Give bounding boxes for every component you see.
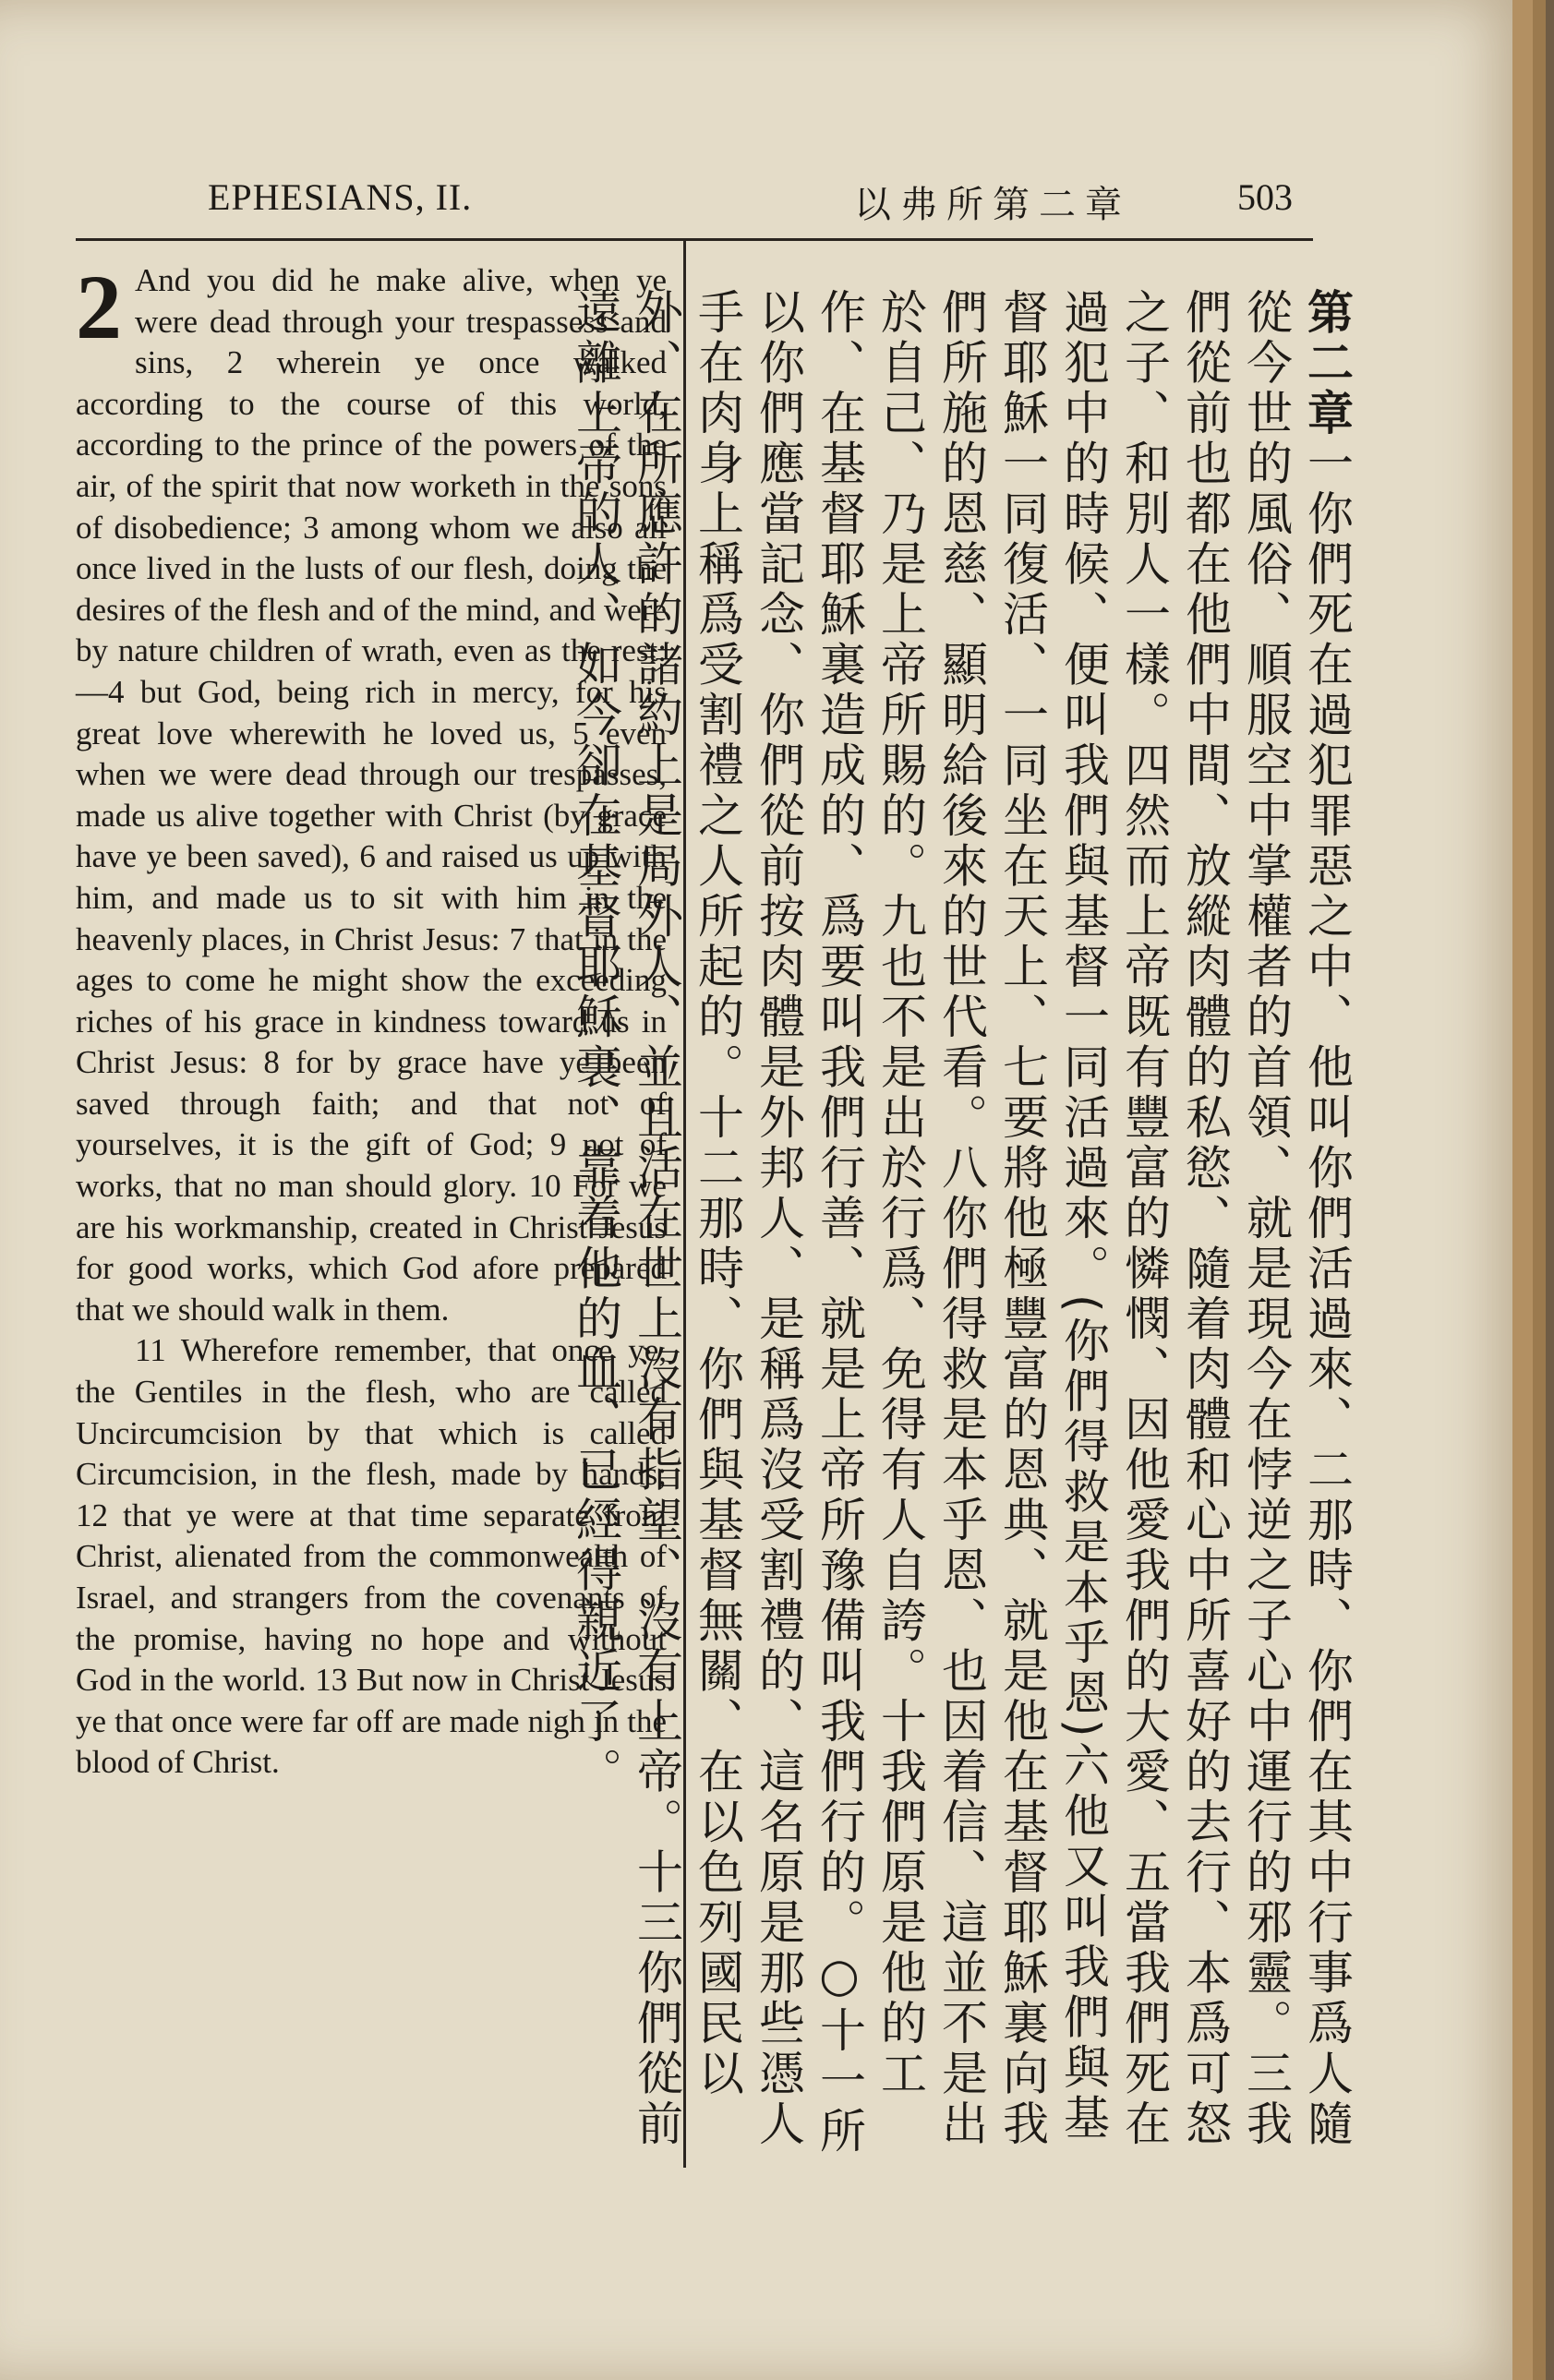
chapter-heading: 第二章 (1300, 288, 1354, 439)
running-head (0, 175, 1533, 231)
header-rule (76, 238, 1313, 241)
book-title-english: EPHESIANS, II. (208, 176, 473, 218)
chinese-text: 一你們死在過犯罪惡之中、他叫你們活過來、二那時、你們在其中行事爲人隨從今世的風俗、順服空中掌權者的首領、就是現今在悖逆之子心中運行的邪靈。三我們從前也都在他們中間、放縱肉體的私慾、隨着肉體和心中所喜好的去行、本爲可怒之子、和別人一樣。四然而上帝既有豐富的憐憫、因他愛我們的大愛、五當我們死在過犯中的時候、便叫我們與基督一同活過來。(你們得救是本乎恩)六他又叫我們與基督耶穌一同復活、一同坐在天上、七要將他極豐富的恩典、就是他在基督耶穌裏向我們所施的恩慈、顯明給後來的世代看。八你們得救是本乎恩、也因着信、這並不是出於自己、乃是上帝所賜的。九也不是出於行爲、免得有人自誇。十我們原是他的工作、在基督耶穌裏造成的、爲要叫我們行善、就是上帝所豫備叫我們行的。○十一所以你們應當記念、你們從前按肉體是外邦人、是稱爲沒受割禮的、這名原是那些憑人手在肉身上稱爲受割禮之人所起的。十二那時、你們與基督無關、在以色列國民以外、在所應許的諸約上是局外人、並且活在世上沒有指望、沒有上帝。十三你們從前遠離上帝的人、如今卻在基督耶穌裏、靠着他的血、已經得親近了。 (569, 288, 1354, 2158)
drop-cap: 2 (76, 256, 122, 358)
chinese-column (565, 288, 1357, 2162)
page-edge (1512, 0, 1533, 2380)
english-paragraph-2: 11 Wherefore remember, that once ye, the Gentiles in the flesh, who are called Uncircumcision by that which is called Circumcision, in the flesh, made by hands; 12 that ye were at that time separate from Christ, alienated from the commonwealth of Israel, and strangers from the covenants of the promise, having no hope and without God in the world. 13 But now in Christ Jesus ye that once were far off are made nigh in the blood of Christ. (76, 1332, 667, 1781)
book-title-chinese: 以弗所第二章 (854, 184, 1131, 226)
page-number: 503 (1237, 176, 1293, 218)
english-paragraph-1-text: And you did he make alive, when ye were dead through your trespassess and sins, 2 wherein ye once walked according to the course of this world, according to the prince of the powers of the air, of the spirit that now worketh in the sons of disobedience; 3 among whom we also all once lived in the lusts of our flesh, doing the desires of the flesh and of the mind, and were by nature children of wrath, even as the rest:—4 but God, being rich in mercy, for his great love wherewith he loved us, 5 even when we were dead through our trespasses, made us alive together with Christ (by grace have ye been saved), 6 and raised us up with him, and made us to sit with him in the heavenly places, in Christ Jesus: 7 that in the ages to come he might show the exceeding riches of his grace in kindness toward us in Christ Jesus: 8 for by grace have ye been saved through faith; and that not of yourselves, it is the gift of God; 9 not of works, that no man should glory. 10 For we are his workmanship, created in Christ Jesus for good works, which God afore prepared that we should walk in them. (76, 262, 667, 1328)
